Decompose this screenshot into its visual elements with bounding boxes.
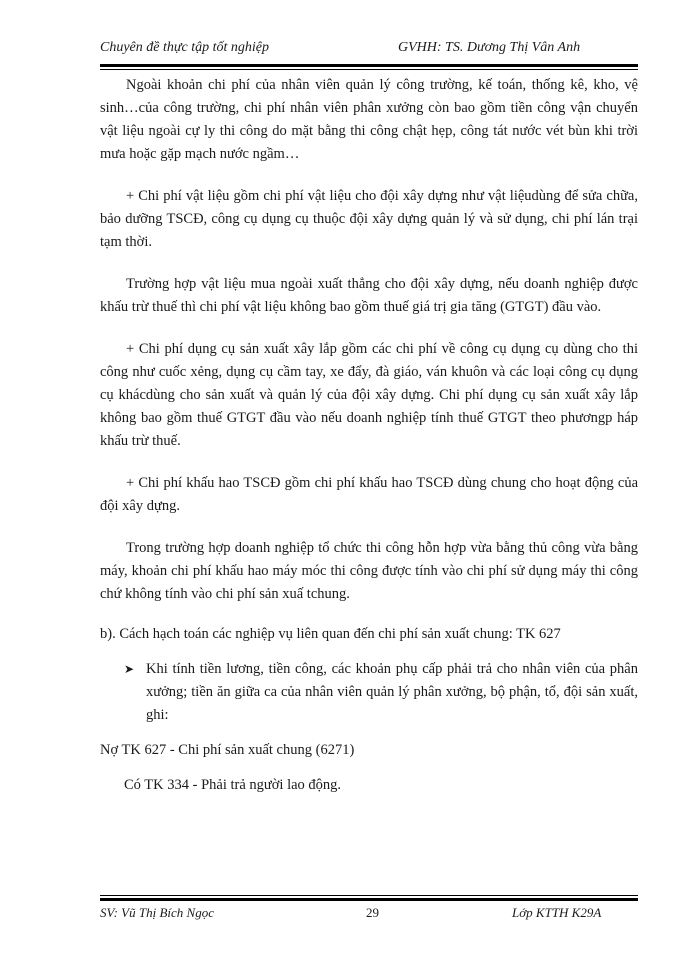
paragraph-purchased-materials: Trường hợp vật liệu mua ngoài xuất thẳng cho đội xây dựng, nếu doanh nghiệp được khấu trừ thuế thì chi phí vật liệu không bao gồm thuế giá trị gia tăng (GTGT) đầu vào. (100, 276, 638, 315)
bullet-text: Khi tính tiền lương, tiền công, các khoản phụ cấp phải trả cho nhân viên của phân xưởng; tiền ăn giữa ca của nhân viên quản lý phân xưởng, bộ phận, tổ, đội sản xuất, ghi: (146, 661, 638, 723)
journal-credit-entry: Có TK 334 - Phải trả người lao động. (124, 777, 342, 793)
header-supervisor: GVHH: TS. Dương Thị Vân Anh (398, 40, 581, 55)
page-number: 29 (366, 905, 379, 920)
paragraph-depreciation: + Chi phí khấu hao TSCĐ gồm chi phí khấu hao TSCĐ dùng chung cho hoạt động của đội xây dựng. (100, 475, 638, 514)
paragraph-staff-costs: Ngoài khoản chi phí của nhân viên quản lý công trường, kế toán, thống kê, kho, vệ sinh…của công trường, chi phí nhân viên phân xưởng còn bao gồm tiền công vận chuyển vật liệu ngoài cự ly thi công do mặt bằng thi công chật hẹp, công tát nước vét bùn khi trời mưa hoặc gặp mạch nước ngầm… (100, 77, 638, 162)
footer-student: SV: Vũ Thị Bích Ngọc (100, 905, 214, 920)
section-heading-accounting: b). Cách hạch toán các nghiệp vụ liên quan đến chi phí sản xuất chung: TK 627 (100, 626, 561, 642)
footer-rule-thick (100, 898, 638, 901)
header-title: Chuyên đề thực tập tốt nghiệp (100, 40, 269, 55)
header-rule-thin (100, 69, 638, 70)
paragraph-mixed-construction: Trong trường hợp doanh nghiệp tổ chức thi công hỗn hợp vừa bằng thủ công vừa bằng máy, khoản chi phí khấu hao máy móc thi công được tính vào chi phí sử dụng máy thi công chứ không tính vào chi phí sản xuấ tchung. (100, 540, 638, 602)
journal-debit-entry: Nợ TK 627 - Chi phí sản xuất chung (6271) (100, 742, 355, 758)
arrow-bullet-icon: ➤ (124, 662, 135, 676)
page-footer (100, 905, 638, 927)
footer-class: Lớp KTTH K29A (512, 905, 602, 920)
header-rule-thick (100, 64, 638, 67)
paragraph-tool-costs: + Chi phí dụng cụ sản xuất xây lắp gồm các chi phí về công cụ dụng cụ dùng cho thi công như cuốc xẻng, dụng cụ cầm tay, xe đẩy, đà giáo, ván khuôn và các loại công cụ dụng cụ khácdùng cho sản xuất và quản lý của đội xây dựng. Chi phí dụng cụ sản xuất xây lắp không bao gồm thuế GTGT đầu vào nếu doanh nghiệp tính thuế GTGT theo phươngp háp khấu trừ thuế. (100, 341, 638, 449)
paragraph-material-costs: + Chi phí vật liệu gồm chi phí vật liệu cho đội xây dựng như vật liệudùng để sửa chữa, bảo dưỡng TSCĐ, công cụ dụng cụ thuộc đội xây dựng quản lý và sử dụng, chi phí lán trại tạm thời. (100, 188, 638, 250)
footer-rule-thin (100, 895, 638, 896)
page-header (100, 38, 638, 64)
bullet-item (100, 658, 638, 727)
page-body (100, 74, 638, 797)
